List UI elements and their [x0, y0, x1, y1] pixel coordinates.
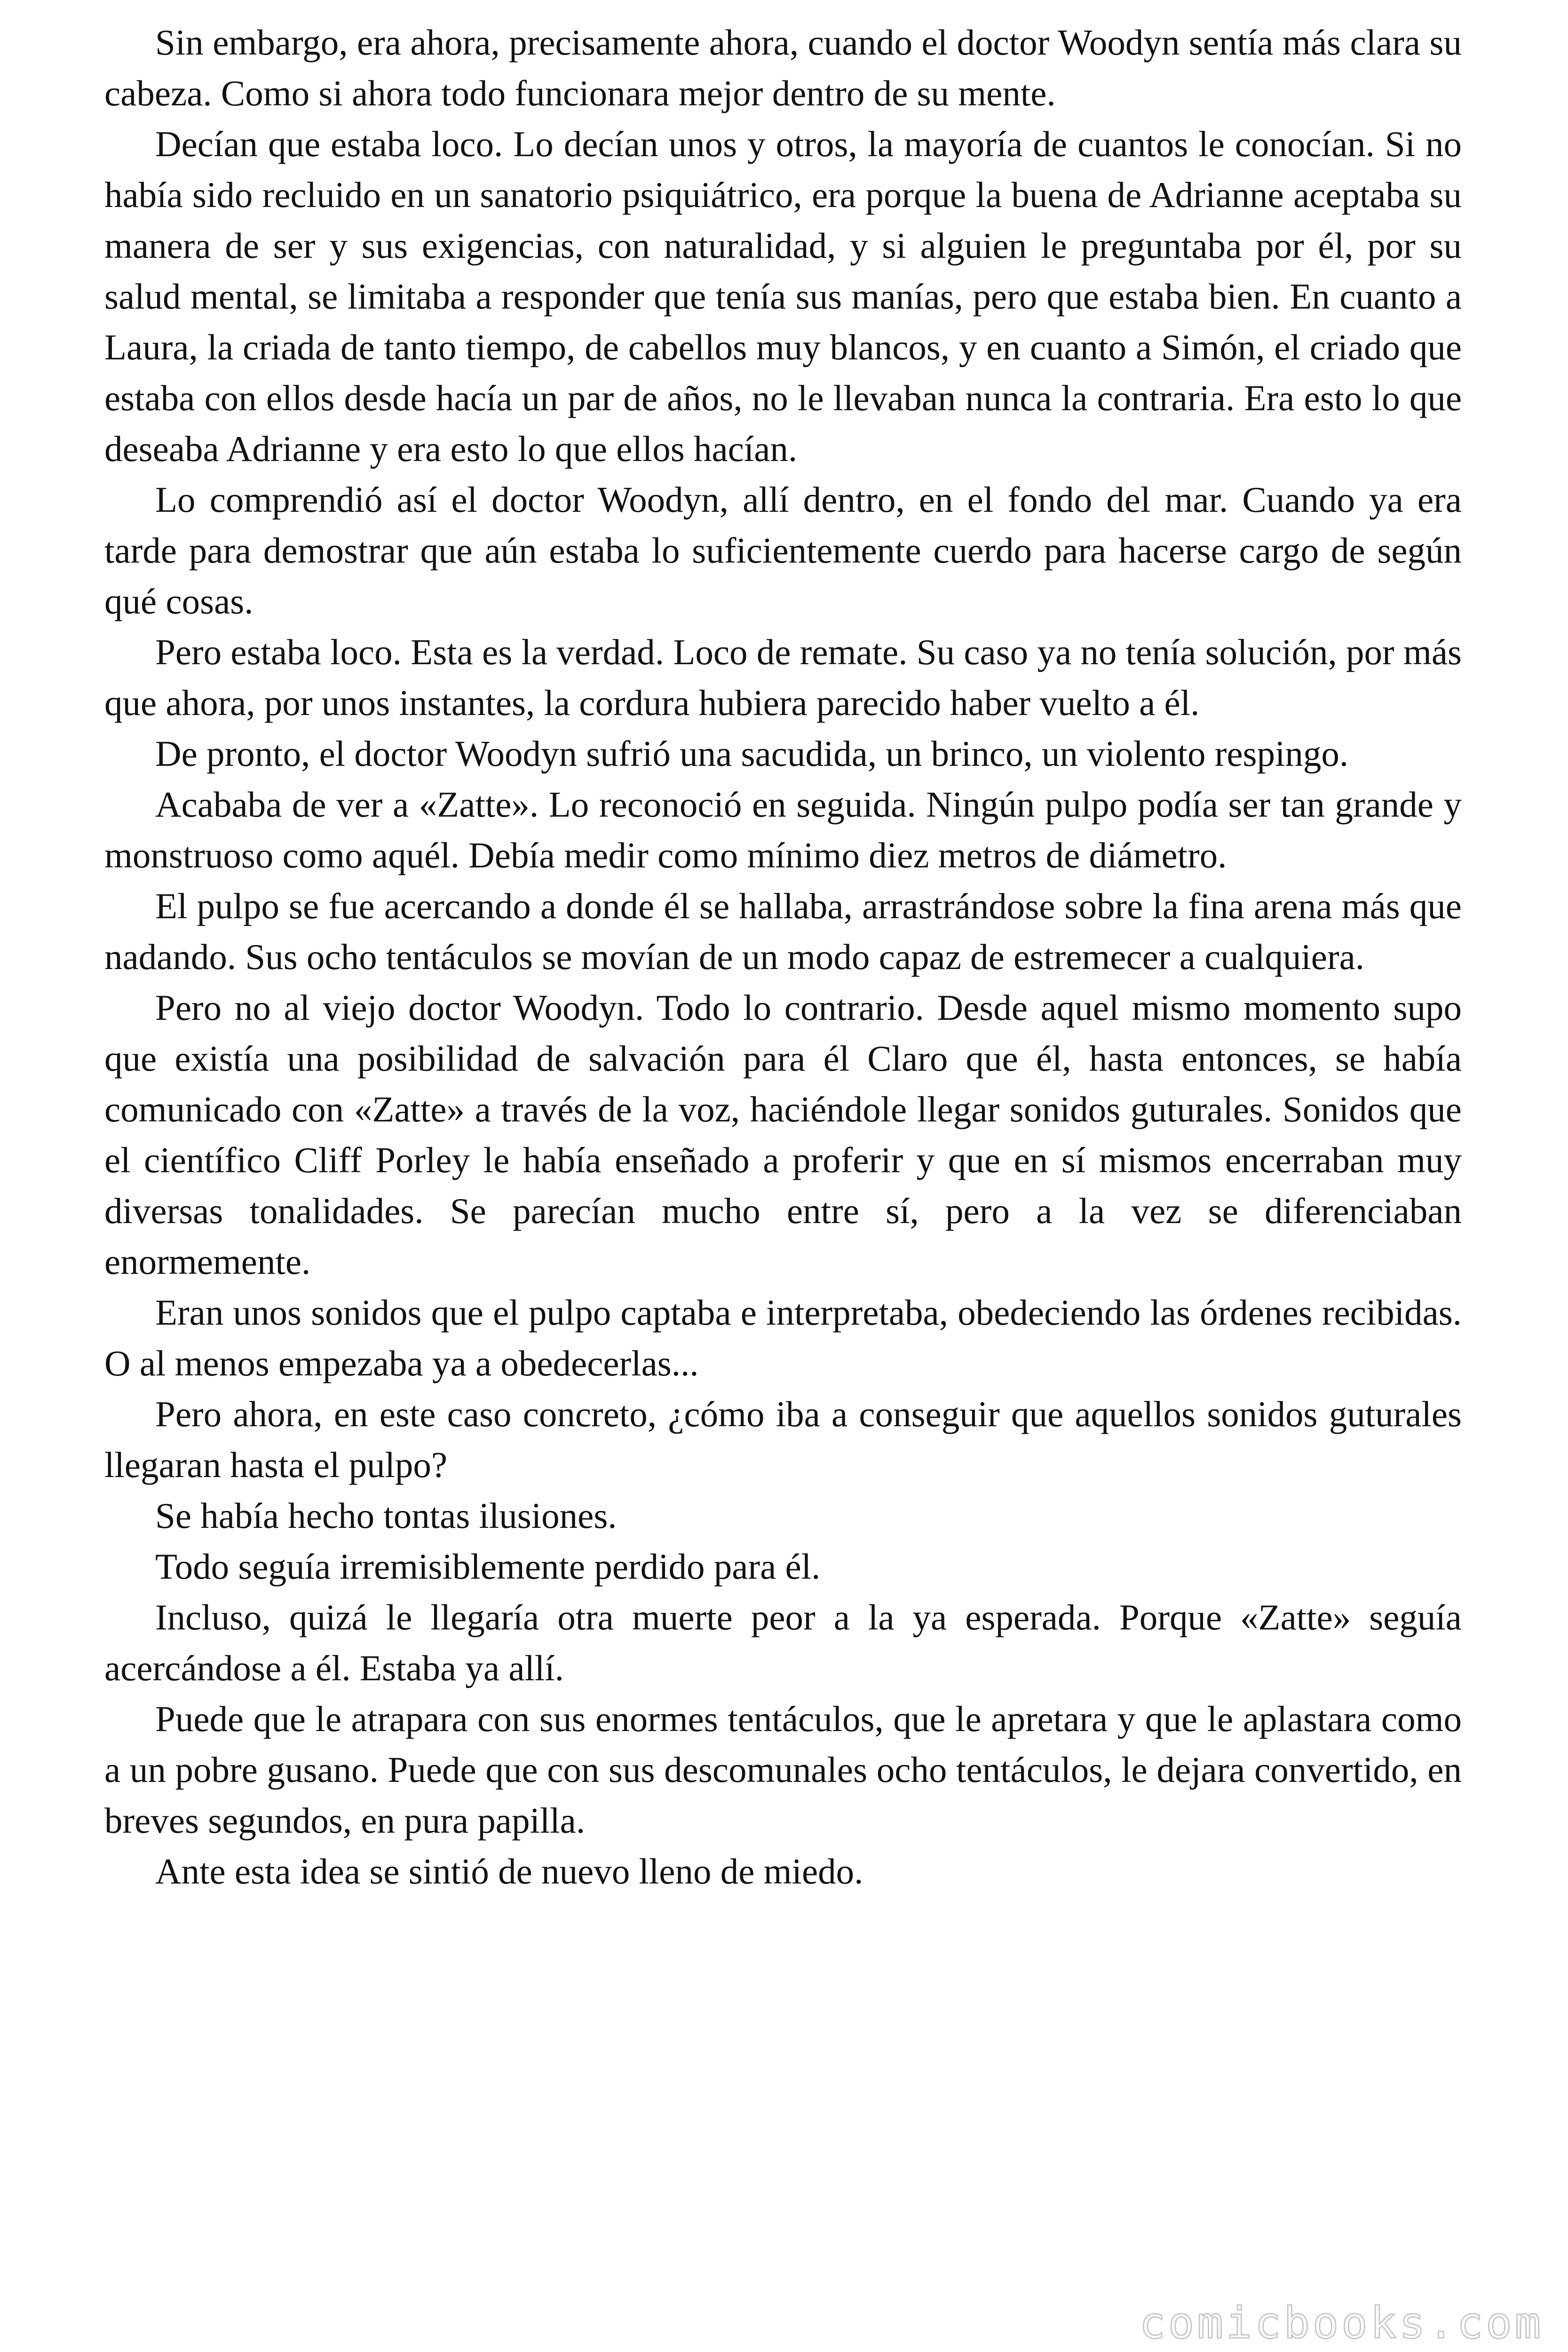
paragraph: El pulpo se fue acercando a donde él se hallaba, arrastrándose sobre la fina arena más que nadando. Sus ocho tentáculos se movían de un modo capaz de estremecer a cualquiera. [104, 886, 1462, 977]
paragraph: Se había hecho tontas ilusiones. [155, 1495, 617, 1536]
paragraph: Pero ahora, en este caso concreto, ¿cómo iba a conseguir que aquellos sonidos guturales llegaran hasta el pulpo? [104, 1394, 1462, 1485]
paragraph: Lo comprendió así el doctor Woodyn, allí dentro, en el fondo del mar. Cuando ya era tarde para demostrar que aún estaba lo suficientemente cuerdo para hacerse cargo de según qué cosas. [104, 479, 1462, 621]
paragraph: Incluso, quizá le llegaría otra muerte peor a la ya esperada. Porque «Zatte» seguía acercándose a él. Estaba ya allí. [104, 1597, 1462, 1688]
paragraph: Acababa de ver a «Zatte». Lo reconoció en seguida. Ningún pulpo podía ser tan grande y monstruoso como aquél. Debía medir como mínimo diez metros de diámetro. [104, 784, 1462, 875]
paragraph: Todo seguía irremisiblemente perdido para él. [155, 1546, 821, 1587]
paragraph: Sin embargo, era ahora, precisamente ahora, cuando el doctor Woodyn sentía más clara su cabeza. Como si ahora todo funcionara mejor dentro de su mente. [104, 22, 1462, 113]
page-body [104, 17, 1462, 1897]
paragraph: Pero no al viejo doctor Woodyn. Todo lo contrario. Desde aquel mismo momento supo que existía una posibilidad de salvación para él Claro que él, hasta entonces, se había comunicado con «Zatte» a través de la voz, haciéndole llegar sonidos guturales. Sonidos que el científico Cliff Porley le había enseñado a proferir y que en sí mismos encerraban muy diversas tonalidades. Se parecían mucho entre sí, pero a la vez se diferenciaban enormemente. [104, 987, 1462, 1282]
paragraph: Pero estaba loco. Esta es la verdad. Loco de remate. Su caso ya no tenía solución, por más que ahora, por unos instantes, la cordura hubiera parecido haber vuelto a él. [104, 632, 1462, 723]
paragraph: Decían que estaba loco. Lo decían unos y otros, la mayoría de cuantos le conocían. Si no había sido recluido en un sanatorio psiquiátrico, era porque la buena de Adrianne aceptaba su manera de ser y sus exigencias, con naturalidad, y si alguien le preguntaba por él, por su salud mental, se limitaba a responder que tenía sus manías, pero que estaba bien. En cuanto a Laura, la criada de tanto tiempo, de cabellos muy blancos, y en cuanto a Simón, el criado que estaba con ellos desde hacía un par de años, no le llevaban nunca la contraria. Era esto lo que deseaba Adrianne y era esto lo que ellos hacían. [104, 124, 1462, 469]
paragraph: De pronto, el doctor Woodyn sufrió una sacudida, un brinco, un violento respingo. [155, 733, 1349, 774]
paragraph: Eran unos sonidos que el pulpo captaba e interpretaba, obedeciendo las órdenes recibidas. O al menos empezaba ya a obedecerlas... [104, 1292, 1462, 1383]
paragraph: Puede que le atrapara con sus enormes tentáculos, que le apretara y que le aplastara como a un pobre gusano. Puede que con sus descomunales ocho tentáculos, le dejara convertido, en breves segundos, en pura papilla. [104, 1699, 1462, 1841]
watermark: comicbooks.com [1139, 2298, 1544, 2348]
paragraph: Ante esta idea se sintió de nuevo lleno de miedo. [155, 1851, 863, 1891]
